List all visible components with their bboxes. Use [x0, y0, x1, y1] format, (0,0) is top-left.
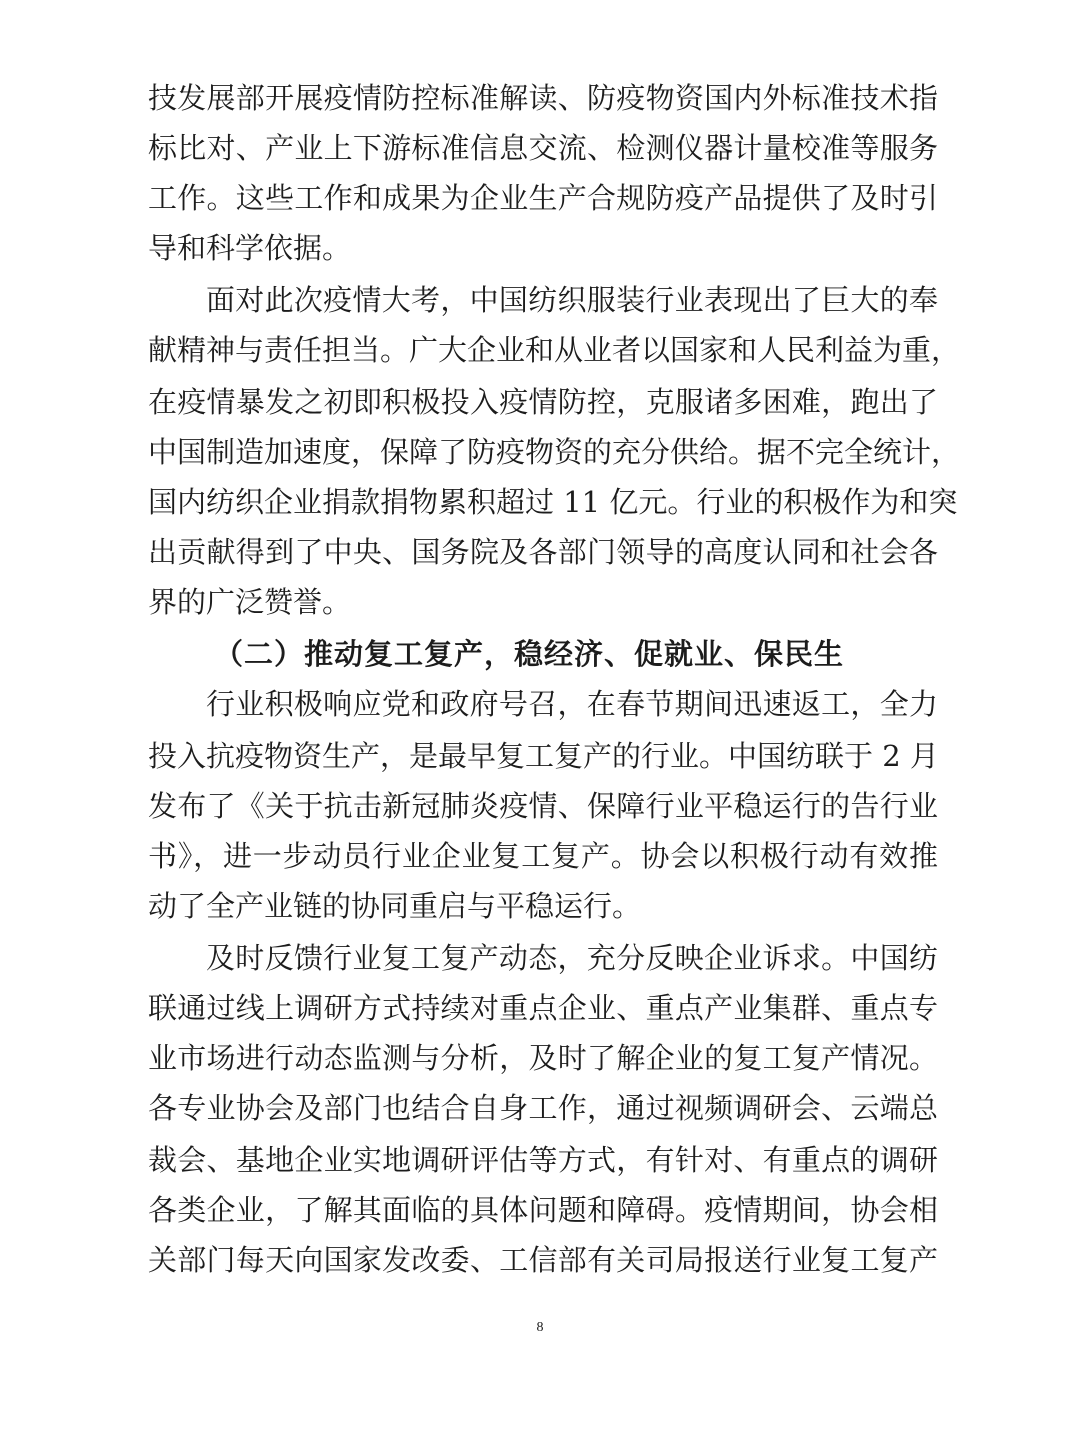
paragraph-line: 发布了《关于抗击新冠肺炎疫情、保障行业平稳运行的告行业: [148, 789, 938, 823]
paragraph-line: 行业积极响应党和政府号召，在春节期间迅速返工，全力: [206, 687, 938, 721]
paragraph-line: 工作。这些工作和成果为企业生产合规防疫产品提供了及时引: [148, 181, 938, 215]
paragraph-line: 在疫情暴发之初即积极投入疫情防控，克服诸多困难，跑出了: [148, 385, 938, 419]
paragraph-line: 裁会、基地企业实地调研评估等方式，有针对、有重点的调研: [148, 1143, 938, 1177]
paragraph-line: 国内纺织企业捐款捐物累积超过 11 亿元。行业的积极作为和突: [148, 485, 958, 519]
paragraph-line: 出贡献得到了中央、国务院及各部门领导的高度认同和社会各: [148, 535, 938, 569]
section-heading: （二）推动复工复产，稳经济、促就业、保民生: [214, 637, 845, 671]
paragraph-line: 中国制造加速度，保障了防疫物资的充分供给。据不完全统计，: [148, 435, 961, 469]
paragraph-line: 动了全产业链的协同重启与平稳运行。: [148, 889, 642, 923]
page-number: 8: [536, 1320, 544, 1335]
paragraph-line: 导和科学依据。: [148, 231, 352, 265]
paragraph-line: 献精神与责任担当。广大企业和从业者以国家和人民利益为重，: [148, 333, 961, 367]
paragraph-line: 业市场进行动态监测与分析，及时了解企业的复工复产情况。: [148, 1041, 938, 1075]
paragraph-line: 技发展部开展疫情防控标准解读、防疫物资国内外标准技术指: [148, 81, 938, 115]
paragraph-line: 各专业协会及部门也结合自身工作，通过视频调研会、云端总: [148, 1091, 938, 1125]
paragraph-line: 各类企业，了解其面临的具体问题和障碍。疫情期间，协会相: [148, 1193, 938, 1227]
paragraph-line: 及时反馈行业复工复产动态，充分反映企业诉求。中国纺: [206, 941, 938, 975]
paragraph-line: 界的广泛赞誉。: [148, 585, 352, 619]
paragraph-line: 面对此次疫情大考，中国纺织服装行业表现出了巨大的奉: [206, 283, 938, 317]
paragraph-line: 关部门每天向国家发改委、工信部有关司局报送行业复工复产: [148, 1243, 938, 1277]
paragraph-line: 书》，进一步动员行业企业复工复产。协会以积极行动有效推: [148, 839, 938, 873]
paragraph-line: 联通过线上调研方式持续对重点企业、重点产业集群、重点专: [148, 991, 938, 1025]
paragraph-line: 投入抗疫物资生产，是最早复工复产的行业。中国纺联于 2 月: [148, 739, 939, 773]
paragraph-line: 标比对、产业上下游标准信息交流、检测仪器计量校准等服务: [148, 131, 938, 165]
